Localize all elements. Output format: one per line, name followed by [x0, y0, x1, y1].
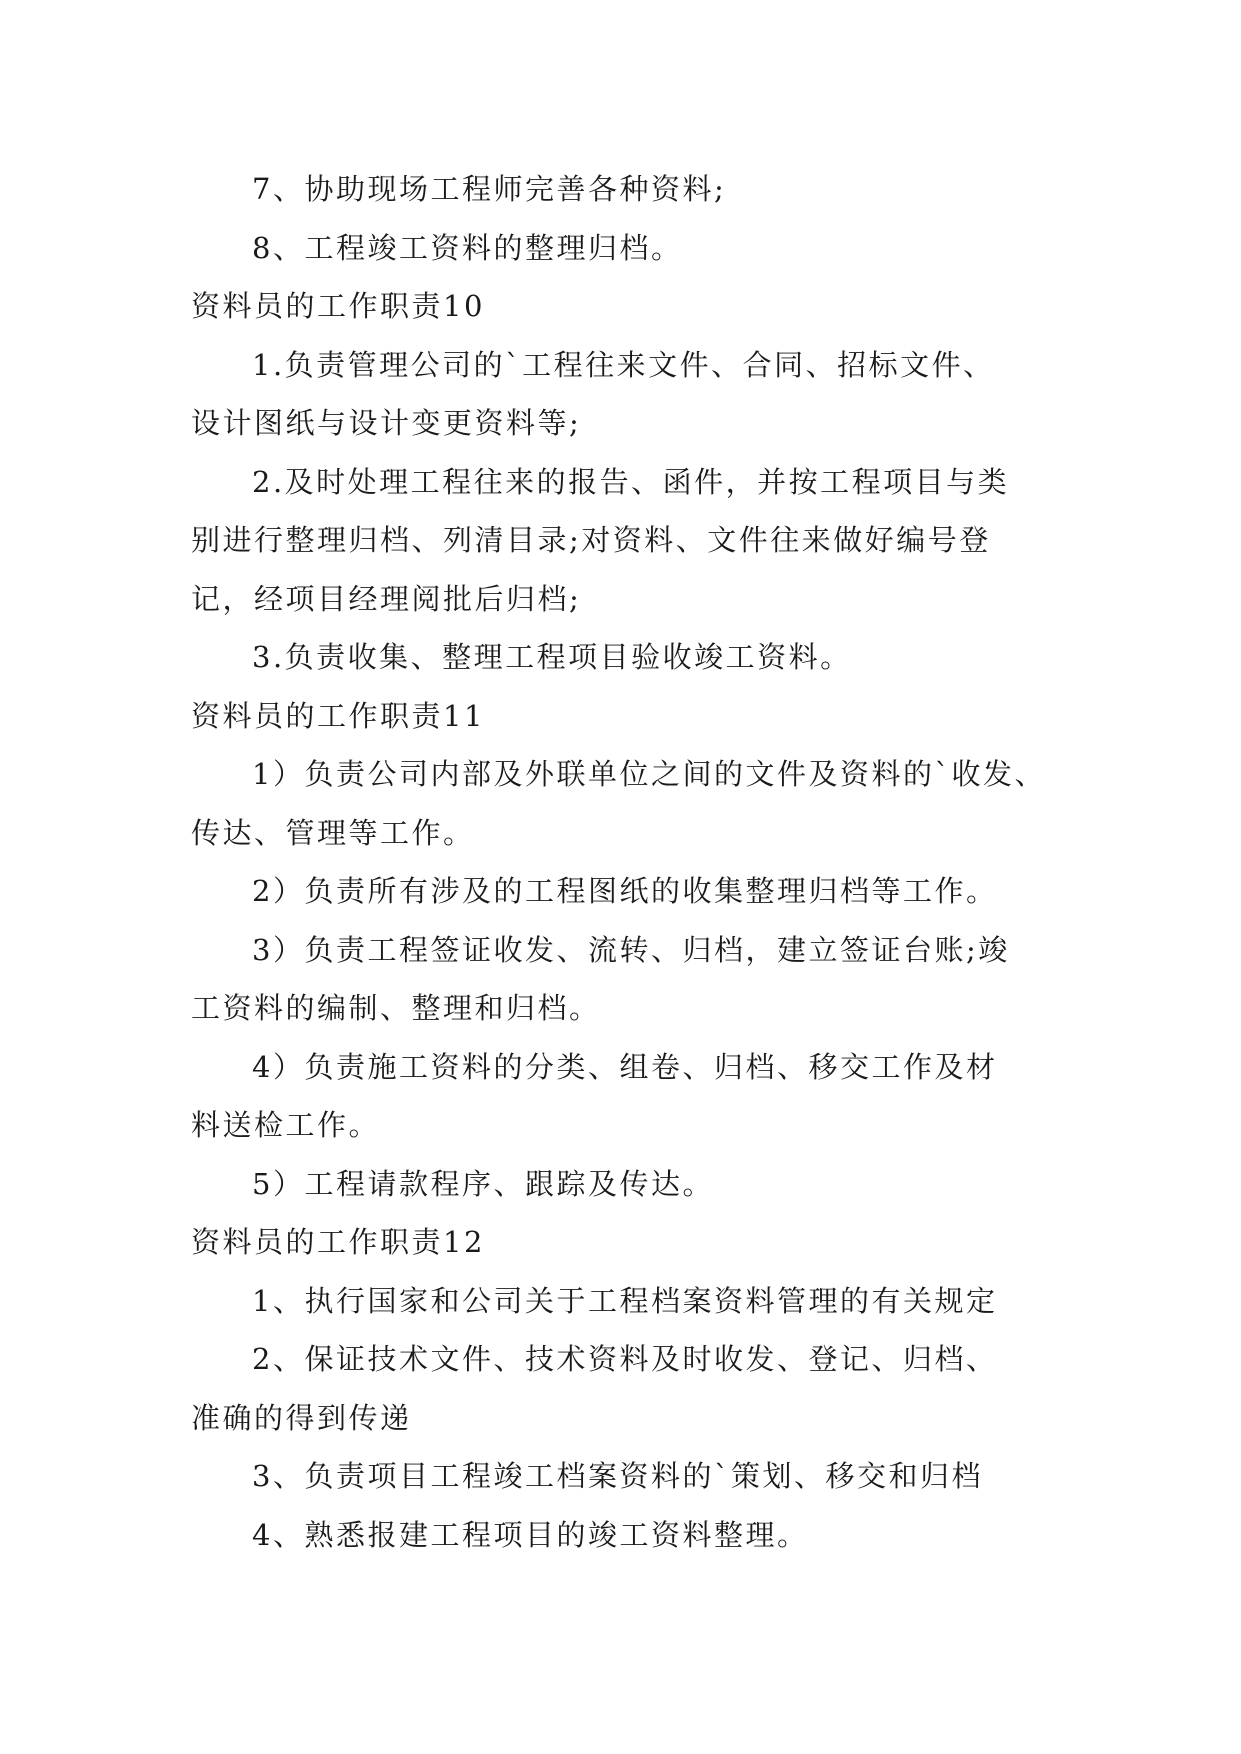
list-item-continuation: 准确的得到传递: [191, 1400, 412, 1435]
list-item: 2.及时处理工程往来的报告、函件，并按工程项目与类: [252, 464, 1010, 499]
list-item: 1）负责公司内部及外联单位之间的文件及资料的`收发、: [252, 757, 1046, 791]
list-item-continuation: 传达、管理等工作。: [191, 815, 475, 850]
list-item: 8、工程竣工资料的整理归档。: [252, 230, 683, 265]
list-item: 7、协助现场工程师完善各种资料;: [252, 172, 727, 206]
list-item-continuation: 料送检工作。: [191, 1108, 381, 1142]
list-item: 4、熟悉报建工程项目的竣工资料整理。: [252, 1517, 809, 1552]
list-item: 2）负责所有涉及的工程图纸的收集整理归档等工作。: [252, 874, 998, 908]
list-item: 3、负责项目工程竣工档案资料的`策划、移交和归档: [252, 1459, 983, 1493]
list-item: 2、保证技术文件、技术资料及时收发、登记、归档、: [252, 1342, 998, 1376]
list-item: 1、执行国家和公司关于工程档案资料管理的有关规定: [252, 1283, 998, 1318]
list-item-continuation: 记，经项目经理阅批后归档;: [191, 581, 582, 616]
list-item: 1.负责管理公司的`工程往来文件、合同、招标文件、: [252, 347, 995, 382]
list-item: 4）负责施工资料的分类、组卷、归档、移交工作及材: [252, 1049, 998, 1084]
section-heading: 资料员的工作职责11: [191, 698, 485, 733]
list-item: 3.负责收集、整理工程项目验收竣工资料。: [252, 640, 852, 674]
section-heading: 资料员的工作职责12: [191, 1225, 485, 1259]
document-body: [191, 160, 1061, 1564]
list-item: 5）工程请款程序、跟踪及传达。: [252, 1166, 714, 1201]
list-item-continuation: 设计图纸与设计变更资料等;: [191, 406, 582, 440]
section-heading: 资料员的工作职责10: [191, 289, 485, 323]
list-item-continuation: 工资料的编制、整理和归档。: [191, 991, 601, 1025]
list-item: 3）负责工程签证收发、流转、归档，建立签证台账;竣: [252, 932, 1010, 967]
list-item-continuation: 别进行整理归档、列清目录;对资料、文件往来做好编号登: [191, 523, 991, 557]
